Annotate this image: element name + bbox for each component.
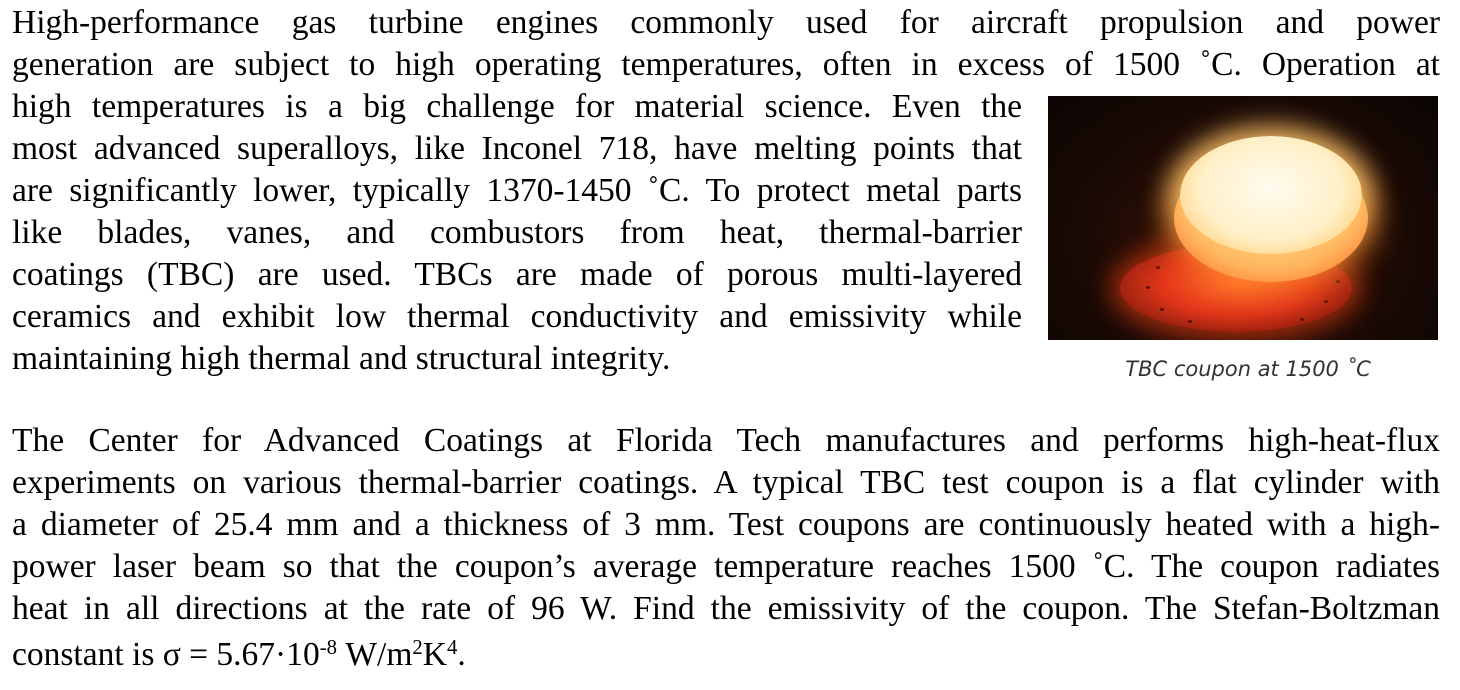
period: . <box>457 636 466 673</box>
text-line: experiments on various thermal-barrier coatings. A typical TBC test coupon is a flat cylinder with <box>12 464 1440 501</box>
text-line: maintaining high thermal and structural integrity. <box>12 340 671 377</box>
exponent: 2 <box>412 635 423 659</box>
coupon-hot-face <box>1180 136 1362 254</box>
text-line: high temperatures is a big challenge for material science. Even the <box>12 88 1022 125</box>
tbc-coupon-photo <box>1048 96 1438 340</box>
unit-text: W/m <box>337 636 413 673</box>
constant-text: constant is σ = 5.67·10 <box>12 636 320 673</box>
text-line: power laser beam so that the coupon’s average temperature reaches 1500 ˚C. The coupon radiates <box>12 548 1440 585</box>
exponent: -8 <box>319 635 338 659</box>
text-line: High-performance gas turbine engines commonly used for aircraft propulsion and power <box>12 4 1440 41</box>
text-line: most advanced superalloys, like Inconel 718, have melting points that <box>12 130 1022 167</box>
text-line: coatings (TBC) are used. TBCs are made of porous multi-layered <box>12 256 1022 293</box>
text-line: The Center for Advanced Coatings at Florida Tech manufactures and performs high-heat-flux <box>12 422 1440 459</box>
exponent: 4 <box>446 635 458 659</box>
text-line: generation are subject to high operating temperatures, often in excess of 1500 ˚C. Operation at <box>12 46 1440 83</box>
figure-caption: TBC coupon at 1500 ˚C <box>1125 357 1371 381</box>
text-line: like blades, vanes, and combustors from heat, thermal-barrier <box>12 214 1022 251</box>
text-line: ceramics and exhibit low thermal conductivity and emissivity while <box>12 298 1022 335</box>
text-line: are significantly lower, typically 1370-1450 ˚C. To protect metal parts <box>12 172 1022 209</box>
unit-text: K <box>422 636 447 673</box>
text-line: a diameter of 25.4 mm and a thickness of 3 mm. Test coupons are continuously heated with a high- <box>12 506 1440 543</box>
constant-line <box>12 634 466 676</box>
text-line: heat in all directions at the rate of 96 W. Find the emissivity of the coupon. The Stefan-Boltzman <box>12 590 1440 627</box>
